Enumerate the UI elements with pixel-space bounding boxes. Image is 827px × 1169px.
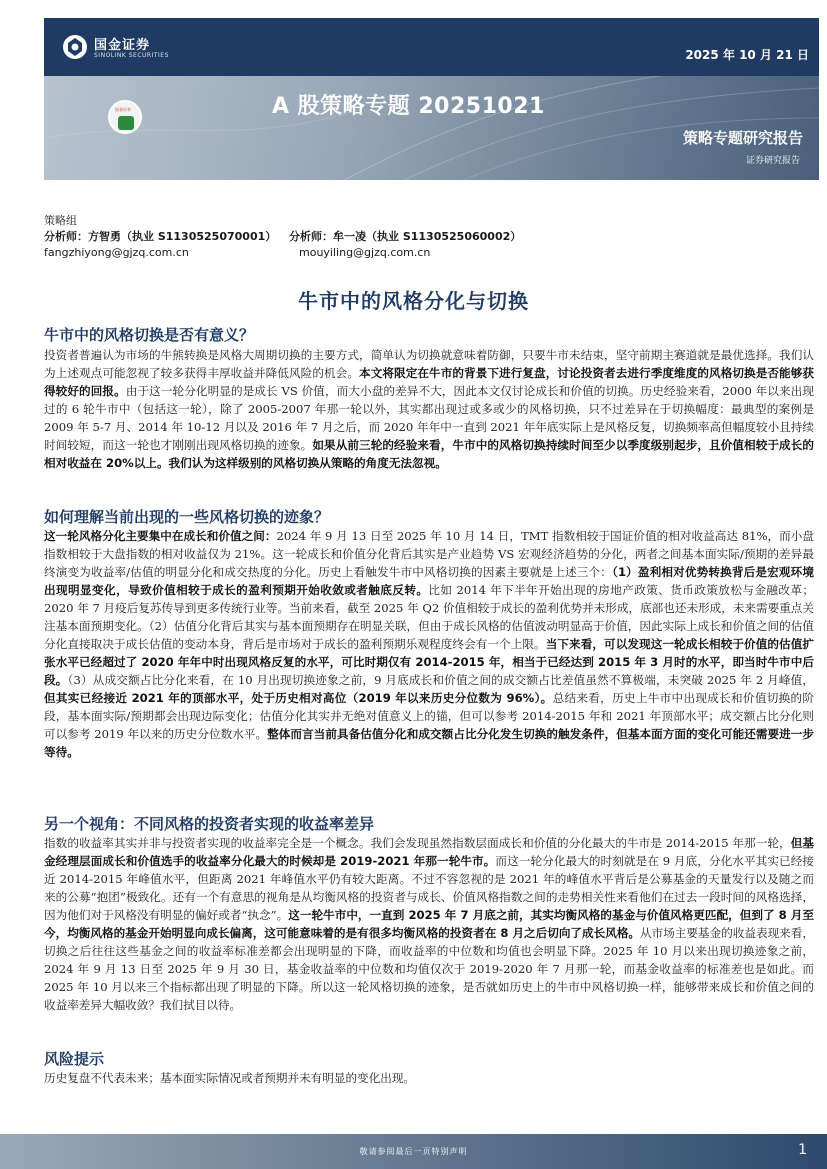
logo-name: 国金证券 <box>94 38 151 53</box>
s1-text-2: 由于这一轮分化明显的是成长 VS 价值，而大小盘的差异不大，因此本文仅讨论成长和价值的切换。历史经验来看，2000 年以来出现过的 6 轮牛市中（包括这一轮），除了 2005-2007 年那一轮以外，其实都出现过或多或少的风格切换，只不过差异在于切换幅度：最典型的案例是 2009 年 5-7 月、2014 年 10-12 月以及 2016 年 7 月之后，而 2020 年年中一直到 2021 年年底实际上是风格反复，切换频率高但幅度较小且持续时间较短，而这一轮也才刚刚出现风格切换的迹象。 <box>44 384 814 452</box>
s2-text-4: 总结来看，历史上牛市中出现成长和价值切换的阶段，基本面实际/预期都会出现边际变化；估值分化其实并无绝对值意义上的锚，但可以参考 2014-2015 年和 2021 年顶部水平；成交额占比分化则可以参考 2019 年以来的历史分位数水平。 <box>44 691 814 741</box>
team-label: 策略组 <box>44 214 77 227</box>
s3-bold-1: 但基金经理层面成长和价值选手的收益率分化最大的时候却是 2019-2021 年那一轮牛市。 <box>44 836 814 868</box>
document-type: 策略专题研究报告 <box>682 129 803 147</box>
analyst-2: 分析师：牟一凌（执业 S1130525060002） <box>289 230 522 243</box>
s3-text-3: 从市场主要基金的收益表现来看，切换之后往往这些基金之间的收益率标准差都会出现明显的下降，而收益率的中位数和均值也会明显下降。2025 年 10 月以来出现切换迹象之前，2024 年 9 月 13 日至 2025 年 9 月 30 日，基金收益率的中位数和均值仅次于 2019-2020 年 7 月那一轮，而基金收益率的标准差也是如此。而 2025 年 10 月以来三个指标都出现了明显的下降。所以这一轮风格切换的迹象，是否就如历史上的牛市中风格切换一样，能够带来成长和价值之间的收益率差异大幅收敛？我们拭目以待。 <box>44 926 814 1012</box>
section-heading-2: 如何理解当前出现的一些风格切换的迹象？ <box>44 508 330 526</box>
s2-bold-5: 整体而言当前具备估值分化和成交额占比分化发生切换的触发条件，但基本面方面的变化可能还需要进一步等待。 <box>44 727 814 759</box>
wechat-icon <box>118 116 134 130</box>
analyst-1: 分析师：方智勇（执业 S1130525070001） <box>44 230 277 243</box>
s3-text-2: 而这一轮分化最大的时刻就是在 9 月底，分化水平其实已经接近 2014-2015 年峰值水平，但距离 2021 年峰值水平仍有较大距离。不过不容忽视的是 2021 年的峰值水平背后是公募基金的天量发行以及随之而来的公募“抱团”极致化。还有一个有意思的视角是从均衡风格的投资者与成长、价值风格指数之间的走势相关性来看他们在过去一段时间的风格选择，因为他们对于风格没有明显的偏好或者“执念”。 <box>44 854 814 922</box>
section-3-body <box>44 834 814 1014</box>
s2-text-1: 2024 年 9 月 13 日至 2025 年 10 月 14 日，TMT 指数相较于国证价值的相对收益高达 81%，而小盘指数相较于大盘指数的相对收益仅为 21%。这一轮成长和价值分化背后其实是产业趋势 VS 宏观经济趋势的分化，两者之间基本面实际/预期的差异最终演变为收益率/估值的明显分化和成交热度的分化。历史上看触发牛市中风格切换的因素主要就是上述三个： <box>44 529 814 579</box>
s2-text-2: 比如 2014 年下半年开始出现的房地产政策、货币政策放松与金融改革；2020 年 7 月疫后复苏传导到更多传统行业等。当前来看，截至 2025 年 Q2 价值相较于成长的盈利优势并未形成，底部也还未形成，未来需要重点关注基本面预期变化。（2）估值分化背后其实与基本面预期存在明显关联，但由于成长风格的估值波动明显高于价值，因此实际上成长和价值之间的估值分化直接取决于成长估值的变动本身，背后是市场对于成长的盈利预期乐观程度终会有一个上限。 <box>44 583 814 651</box>
logo-mark-icon <box>62 34 88 60</box>
document-subtype: 证券研究报告 <box>745 156 800 166</box>
analyst-2-email[interactable]: mouyiling@gjzq.com.cn <box>299 246 431 259</box>
section-heading-3: 另一个视角：不同风格的投资者实现的收益率差异 <box>44 815 375 833</box>
report-date: 2025 年 10 月 21 日 <box>685 48 809 62</box>
section-2-body <box>44 527 814 761</box>
s1-bold-2: 如果从前三轮的经验来看，牛市中的风格切换持续时间至少以季度级别起步，且价值相较于成长的相对收益在 20%以上。我们认为这样级别的风格切换从策略的角度无法忽视。 <box>44 438 814 470</box>
s3-text-1: 指数的收益率其实并非与投资者实现的收益率完全是一个概念。我们会发现虽然指数层面成长和价值的分化最大的牛市是 2014-2015 年那一轮， <box>44 836 791 850</box>
s2-bold-1: 这一轮风格分化主要集中在成长和价值之间： <box>44 529 277 543</box>
analyst-1-email[interactable]: fangzhiyong@gjzq.com.cn <box>44 246 189 259</box>
section-1-body <box>44 346 814 472</box>
company-logo <box>62 30 192 66</box>
logo-subtitle: SINOLINK SECURITIES <box>94 52 169 59</box>
page-number: 1 <box>798 1142 807 1158</box>
stamp-text: 国金证券 <box>115 107 131 112</box>
s2-bold-3: 当下来看，可以发现这一轮成长相较于价值的估值扩张水平已经超过了 2020 年年中时出现风格反复的水平，可比时期仅有 2014-2015 年，相当于已经达到 2015 年 3 月时的水平，即当时牛市中后段。 <box>44 637 814 687</box>
report-series-title: A 股策略专题 20251021 <box>272 94 545 119</box>
s2-bold-2: （1）盈利相对优势转换背后是宏观环境出现明显变化，导致价值相较于成长的盈利预期开始收敛或者触底反转。 <box>44 565 814 597</box>
section-heading-1: 牛市中的风格切换是否有意义？ <box>44 326 255 344</box>
s2-text-3: （3）从成交额占比分化来看，在 10 月出现切换迹象之前，9 月底成长和价值之间的成交额占比差值虽然不算极端，未突破 2025 年 2 月峰值， <box>67 673 814 687</box>
s2-bold-4: 但其实已经接近 2021 年的顶部水平，处于历史相对高位（2019 年以来历史分位数为 96%）。 <box>44 691 553 705</box>
s1-text-1: 投资者普遍认为市场的牛熊转换是风格大周期切换的主要方式，简单认为切换就意味着防御，只要牛市未结束，坚守前期主赛道就是最优选择。我们认为上述观点可能忽视了较多获得丰厚收益并降低风险的机会。 <box>44 348 814 380</box>
section-heading-risk: 风险提示 <box>44 1050 105 1068</box>
page-footer <box>0 1134 827 1169</box>
s1-bold-1: 本文将限定在牛市的背景下进行复盘，讨论投资者去进行季度维度的风格切换是否能够获得较好的回报。 <box>44 366 814 398</box>
risk-body: 历史复盘不代表未来；基本面实际情况或者预期并未有明显的变化出现。 <box>44 1071 416 1085</box>
report-title: 牛市中的风格分化与切换 <box>298 289 529 313</box>
s3-bold-2: 这一轮牛市中，一直到 2025 年 7 月底之前，其实均衡风格的基金与价值风格更匹配，但到了 8 月至今，均衡风格的基金开始明显向成长偏离，这可能意味着的是有很多均衡风格的投资者在 8 月之后切向了成长风格。 <box>44 908 815 940</box>
disclaimer-note: 敬请参阅最后一页特别声明 <box>359 1147 468 1156</box>
qr-stamp <box>108 100 142 134</box>
